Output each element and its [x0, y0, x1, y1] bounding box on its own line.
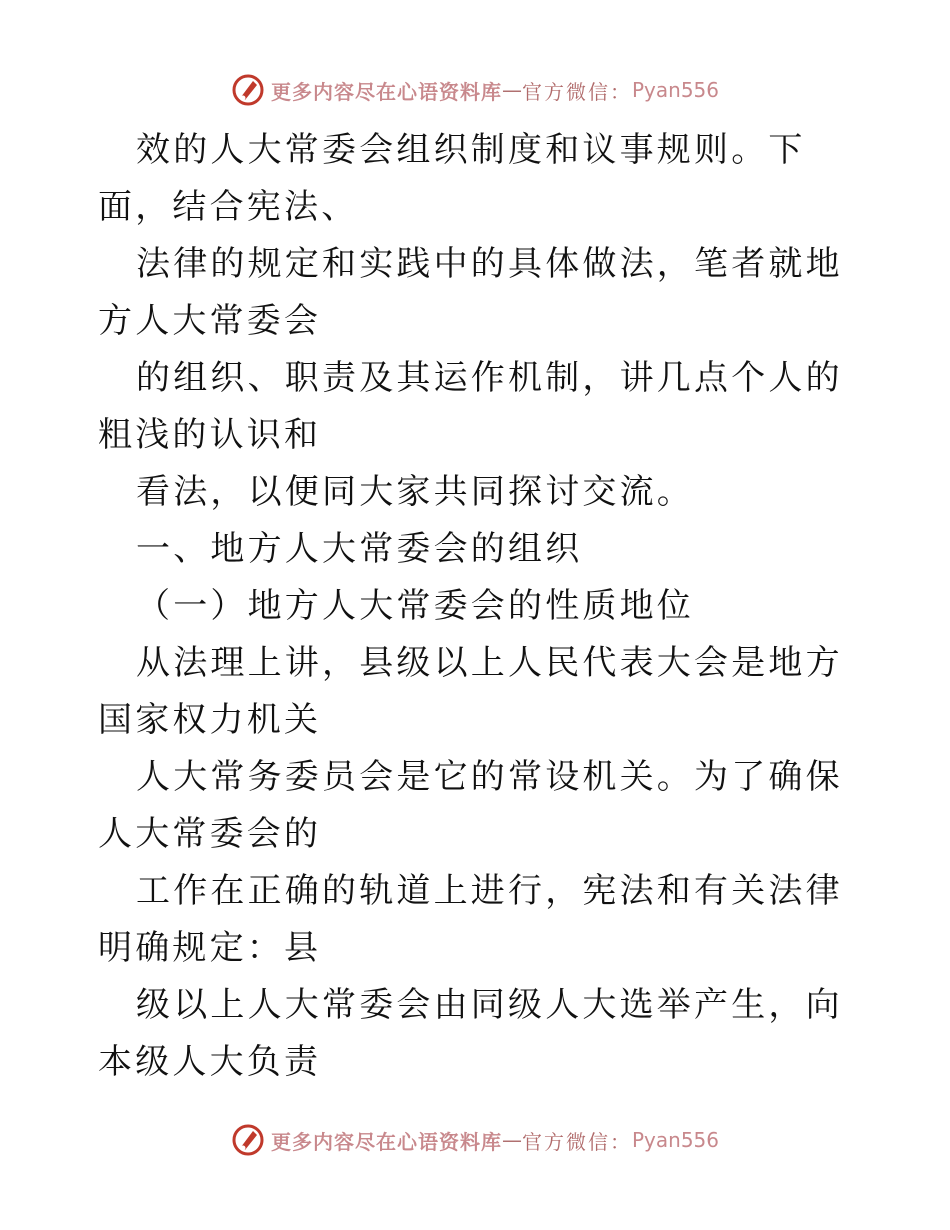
banner-separator: —: [501, 1128, 522, 1152]
document-body: [98, 122, 858, 1091]
paragraph: 工作在正确的轨道上进行，宪法和有关法律明确规定：县: [98, 871, 843, 968]
subsection-heading: （一）地方人大常委会的性质地位: [136, 586, 694, 626]
paragraph: 从法理上讲，县级以上人民代表大会是地方国家权力机关: [98, 643, 843, 740]
paragraph: 法律的规定和实践中的具体做法，笔者就地方人大常委会: [98, 244, 843, 341]
pen-logo-icon: [231, 1123, 265, 1157]
banner-separator: —: [501, 78, 522, 102]
paragraph: 看法，以便同大家共同探讨交流。: [136, 472, 694, 512]
banner-wechat-label: 官方微信：: [521, 1129, 632, 1154]
footer-banner: [0, 1120, 950, 1160]
paragraph: 人大常务委员会是它的常设机关。为了确保人大常委会的: [98, 757, 843, 854]
header-banner: [0, 70, 950, 110]
banner-wechat-id: Pyan556: [631, 78, 719, 102]
paragraph: 级以上人大常委会由同级人大选举产生，向本级人大负责: [98, 985, 843, 1082]
banner-wechat-id: Pyan556: [631, 1128, 719, 1152]
paragraph: 的组织、职责及其运作机制，讲几点个人的粗浅的认识和: [98, 358, 843, 455]
paragraph: 效的人大常委会组织制度和议事规则。下面，结合宪法、: [98, 130, 806, 227]
banner-wechat-label: 官方微信：: [521, 79, 632, 104]
section-heading: 一、地方人大常委会的组织: [136, 529, 583, 569]
pen-logo-icon: [231, 73, 265, 107]
banner-site-text: 更多内容尽在心语资料库: [270, 1129, 502, 1154]
banner-site-text: 更多内容尽在心语资料库: [270, 79, 502, 104]
